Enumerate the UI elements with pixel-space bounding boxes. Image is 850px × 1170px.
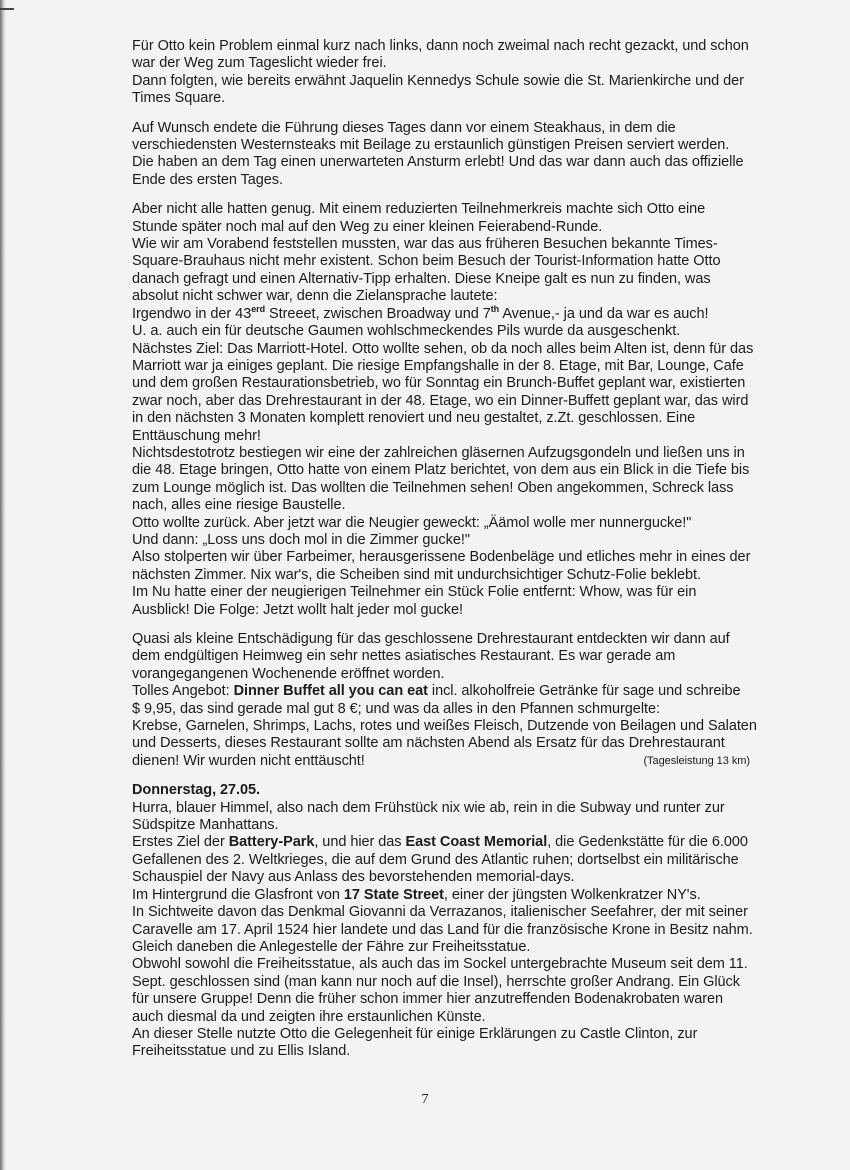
text-line: Ausblick! Die Folge: Jetzt wollt halt jeder mol gucke! [132,601,463,618]
text-fragment: Im Hintergrund die Glasfront von [132,886,344,903]
text-line: An dieser Stelle nutzte Otto die Gelegenheit für einige Erklärungen zu Castle Clinton, zur [132,1025,698,1042]
text-line: Quasi als kleine Entschädigung für das geschlossene Drehrestaurant entdeckten wir dann auf [132,631,730,647]
offer-text: Tolles Angebot: [132,683,234,700]
scan-corner-mark [0,8,14,10]
paragraph-asian-restaurant [132,631,804,770]
address-text: Irgendwo in der 43 [132,305,252,322]
text-line: nach, alles eine riesige Baustelle. [132,497,346,514]
text-line: Also stolperten wir über Farbeimer, herausgerissene Bodenbeläge und etliches mehr in eines der [132,549,751,566]
text-line: vorangegangenen Wochenende eröffnet worden. [132,665,445,682]
ordinal-suffix: erd [251,303,266,314]
text-line: in den nächsten 3 Monaten komplett renoviert und neu gestaltet, z.Zt. geschlossen. Eine [132,410,696,427]
paragraph-tunnel-exit [132,38,804,108]
day-heading: Donnerstag, 27.05. [132,782,261,799]
text-line: dem endgültigen Heimweg ein sehr nettes asiatisches Restaurant. Es war gerade am [132,648,676,665]
text-fragment: , einer der jüngsten Wolkenkratzer NY's. [443,886,701,903]
state-street-line [132,887,804,904]
text-line: Square-Brauhaus nicht mehr existent. Schon beim Besuch der Tourist-Information hatte Otto [132,253,721,270]
text-line: Otto wollte zurück. Aber jetzt war die Neugier geweckt: „Äämol wolle mer nunnergucke!" [132,514,692,531]
text-line: Nichtsdestotrotz bestiegen wir eine der zahlreichen gläsernen Aufzugsgondeln und ließen uns in [132,444,745,461]
text-line: Sept. geschlossen sind (man kann nur noch auf die Insel), herrschte großer Andrang. Ein Glück [132,973,740,990]
text-line: Krebse, Garnelen, Shrimps, Lachs, rotes und weißes Fleisch, Dutzende von Beilagen und Salaten [132,718,757,735]
text-line: Im Nu hatte einer der neugierigen Teilnehmer ein Stück Folie entfernt: Whow, was für ein [132,584,697,601]
battery-park-line [132,834,804,851]
offer-line [132,683,804,700]
text-line: Wie wir am Vorabend feststellen mussten, war das aus früheren Besuchen bekannte Times- [132,236,718,253]
text-line: Hurra, blauer Himmel, also nach dem Frühstück nix wie ab, rein in die Subway und runter zur [132,799,725,816]
scan-page-edge [0,0,6,1170]
text-line: war der Weg zum Tageslicht wieder frei. [132,55,387,72]
text-line: auch diesmal da und zeigten ihre erstaunlichen Künste. [132,1008,486,1025]
place-name: 17 State Street [343,886,444,903]
place-name: Battery-Park [228,834,315,851]
text-line: zum Lounge möglich ist. Das wollten die Teilnehmen sehen! Oben angekommen, Schreck lass [132,479,734,496]
text-line: die 48. Etage bringen, Otto hatte von einem Platz berichtet, von dem aus ein Blick in die Tiefe bis [132,462,750,479]
text-line: Und dann: „Loss uns doch mol in die Zimmer gucke!" [132,531,470,548]
text-line: Die haben an dem Tag einen unerwarteten Ansturm erlebt! Und das war dann auch das offizielle [132,154,744,171]
text-line: zwar noch, aber das Drehrestaurant in der 48. Etage, wo ein Dinner-Buffett geplant war, das wird [132,392,749,409]
text-line: absolut nicht schwer war, denn die Zielansprache lautete: [132,288,498,305]
address-text: Streeet, zwischen Broadway und 7 [265,305,491,322]
text-line: Enttäuschung mehr! [132,427,261,444]
text-line: $ 9,95, das sind gerade mal gut 8 €; und was da alles in den Pfannen schmurgelte: [132,700,660,717]
address-text: Avenue,- ja und da war es auch! [499,305,709,322]
text-line-final [132,753,804,770]
document-body [132,38,804,1061]
text-fragment: , die Gedenkstätte für die 6.000 [547,834,748,851]
text-line: Auf Wunsch endete die Führung dieses Tages dann vor einem Steakhaus, in dem die [132,119,676,136]
paragraph-steakhouse [132,120,804,190]
text-line: Aber nicht alle hatten genug. Mit einem reduzierten Teilnehmerkreis machte sich Otto eine [132,201,706,218]
text-line: Schauspiel der Navy aus Anlass des bevorstehenden memorial-days. [132,869,575,886]
daily-distance-note: (Tagesleistung 13 km) [643,754,750,767]
text-line: und Desserts, dieses Restaurant sollte am nächsten Abend als Ersatz für das Drehrestaurant [132,735,725,752]
ordinal-suffix: th [490,303,500,314]
text-line: Nächstes Ziel: Das Marriott-Hotel. Otto wollte sehen, ob da noch alles beim Alten ist, denn für das [132,340,754,357]
text-line: Marriott war ja einiges geplant. Die riesige Empfangshalle in der 8. Etage, mit Bar, Lounge, Cafe [132,357,744,374]
text-line: und dem großen Restaurationsbetrieb, wo für Sonntag ein Brunch-Buffet geplant war, existierten [132,375,746,392]
text-line: Für Otto kein Problem einmal kurz nach links, dann noch zweimal nach recht gezackt, und schon [132,38,749,54]
text-line: Ende des ersten Tages. [132,171,283,188]
text-fragment: Erstes Ziel der [132,834,229,851]
offer-highlight: Dinner Buffet all you can eat [233,683,428,700]
text-line: Gefallenen des 2. Weltkrieges, die auf dem Grund des Atlantic ruhen; dortselbst ein militärische [132,851,739,868]
text-line: nächsten Zimmer. Nix war's, die Scheiben sind mit undurchsichtiger Schutz-Folie beklebt. [132,566,701,583]
text-fragment: dienen! Wir wurden nicht enttäuscht! [132,752,365,769]
text-line: Times Square. [132,90,226,107]
text-line: In Sichtweite davon das Denkmal Giovanni da Verrazanos, italienischer Seefahrer, der mit seiner [132,904,748,921]
text-line: U. a. auch ein für deutsche Gaumen wohlschmeckendes Pils wurde da ausgeschenkt. [132,323,681,340]
text-line: Gleich daneben die Anlegestelle der Fähre zur Freiheitsstatue. [132,938,531,955]
text-line: Caravelle am 17. April 1524 hier landete und das Land für die französische Krone in Besitz nahm. [132,921,753,938]
section-thursday [132,782,804,1061]
text-line: Südspitze Manhattans. [132,817,279,834]
address-line [132,303,804,323]
text-line: Freiheitsstatue und zu Ellis Island. [132,1043,351,1060]
text-fragment: , und hier das [314,834,406,851]
page-number: 7 [421,1092,429,1107]
text-line: danach gefragt und einen Alternativ-Tipp erhalten. Diese Kneipe galt es nun zu finden, was [132,270,711,287]
text-line: für unsere Gruppe! Denn die früher schon immer hier anzutreffenden Bodenakrobaten waren [132,991,724,1008]
text-line: Obwohl sowohl die Freiheitsstatue, als auch das im Sockel untergebrachte Museum seit dem 11. [132,956,748,973]
text-line: verschiedensten Westernsteaks mit Beilage zu erstaunlich günstigen Preisen serviert werden. [132,137,730,154]
offer-text: incl. alkoholfreie Getränke für sage und schreibe [427,683,741,700]
place-name: East Coast Memorial [405,834,548,851]
text-line: Dann folgten, wie bereits erwähnt Jaquelin Kennedys Schule sowie die St. Marienkirche und der [132,72,744,89]
text-line: Stunde später noch mal auf den Weg zu einer kleinen Feierabend-Runde. [132,218,603,235]
paragraph-evening-round [132,201,804,619]
